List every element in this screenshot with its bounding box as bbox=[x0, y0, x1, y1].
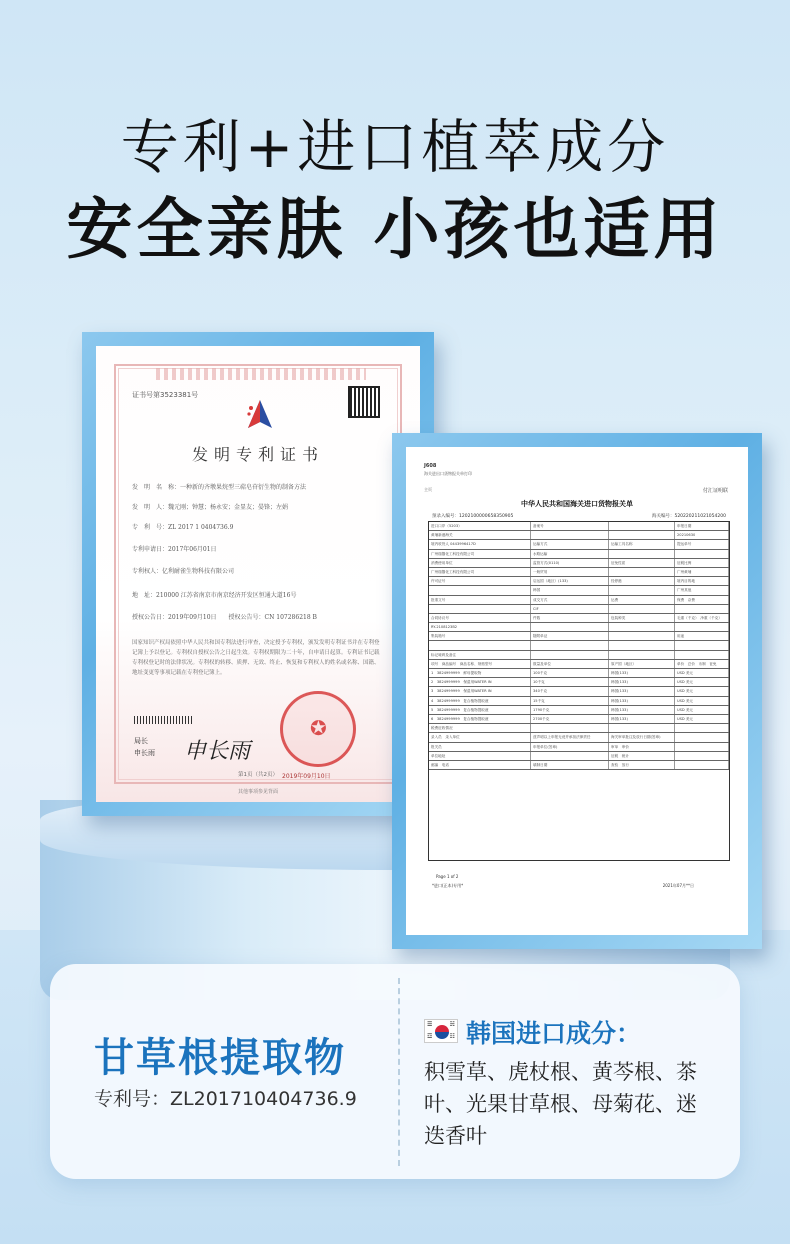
table-cell bbox=[609, 623, 675, 631]
table-cell: 韩国(133) bbox=[609, 697, 675, 705]
table-cell: RY-2108123B2 bbox=[429, 623, 531, 631]
table-cell: 韩国(133) bbox=[609, 687, 675, 695]
table-cell: 15千克 bbox=[531, 697, 609, 705]
table-cell: 录入员 录入单位 bbox=[429, 733, 531, 741]
table-cell bbox=[675, 733, 729, 741]
table-cell bbox=[531, 641, 609, 649]
table-cell: 查验 放行 bbox=[609, 761, 675, 769]
customs-number: 海关编号：520220211021054200 bbox=[651, 514, 726, 519]
certificate-line: 专 利 号：ZL 2017 1 0404736.9 bbox=[132, 524, 234, 531]
table-row bbox=[429, 596, 729, 605]
table-cell: 一般贸易 bbox=[531, 568, 609, 576]
table-row bbox=[429, 715, 729, 724]
table-cell bbox=[675, 550, 729, 558]
seal-date: 2019年09月10日 bbox=[282, 773, 331, 780]
form-footer-left: *进口(正本)专用* bbox=[432, 883, 464, 888]
table-cell bbox=[609, 522, 675, 530]
patent-office-logo-icon bbox=[246, 398, 274, 432]
table-cell: 成交方式 bbox=[531, 596, 609, 604]
table-cell: 单价 总价 币制 征免 bbox=[675, 660, 729, 668]
table-row bbox=[429, 632, 729, 641]
table-cell: 黄埔新港海关 bbox=[429, 531, 531, 539]
table-cell bbox=[675, 743, 729, 751]
form-footer-right: 2021年07月**日 bbox=[662, 883, 694, 888]
form-copy-label: 付汇证明联 bbox=[702, 488, 728, 494]
table-cell: 境内收货人 0443996417D bbox=[429, 540, 531, 548]
table-cell: 备案号 bbox=[531, 522, 609, 530]
table-cell: 100千克 bbox=[531, 669, 609, 677]
table-cell: 消费使用单位 bbox=[429, 559, 531, 567]
table-cell: 保费 杂费 bbox=[675, 596, 729, 604]
table-cell: 填制日期 bbox=[531, 761, 609, 769]
table-cell: 报关员 bbox=[429, 743, 531, 751]
form-page-label: 主页 bbox=[424, 487, 432, 492]
table-cell: 集装箱号 bbox=[429, 632, 531, 640]
table-cell: 毛重（千克） 净重（千克） bbox=[675, 614, 729, 622]
table-cell: 原产国（地区） bbox=[609, 660, 675, 668]
patent-number: 专利号：ZL201710404736.9 bbox=[94, 1088, 357, 1110]
table-cell: 征税比例 bbox=[675, 559, 729, 567]
certificate-page-number: 第1页（共2页） bbox=[238, 772, 278, 778]
table-cell: 运输方式 bbox=[531, 540, 609, 548]
table-cell: 10千克 bbox=[531, 678, 609, 686]
table-cell: 水路运输 bbox=[531, 550, 609, 558]
table-cell bbox=[609, 568, 675, 576]
table-row bbox=[429, 540, 729, 549]
table-cell bbox=[675, 641, 729, 649]
table-cell: 批准文号 bbox=[429, 596, 531, 604]
table-cell: 启运国（地区）(133) bbox=[531, 577, 609, 585]
table-row bbox=[429, 531, 729, 540]
table-cell bbox=[675, 752, 729, 760]
certificate-title: 发明专利证书 bbox=[191, 445, 324, 464]
table-cell bbox=[429, 605, 531, 613]
table-cell bbox=[609, 550, 675, 558]
customs-declaration-form bbox=[406, 447, 748, 935]
table-cell bbox=[531, 623, 609, 631]
table-cell: 2 3824999999 保湿剂WATER IN bbox=[429, 678, 531, 686]
table-row bbox=[429, 568, 729, 577]
table-cell: 韩国(133) bbox=[609, 669, 675, 677]
customs-form-frame bbox=[392, 433, 762, 949]
table-cell bbox=[609, 641, 675, 649]
certificate-body-text: 国家知识产权局依照中华人民共和国专利法进行审查，决定授予专利权，颁发发明专利证书并在专利登记簿上予以登记。专利权自授权公告之日起生效。专利权期限为二十年，自申请日起算。专利证书记载专利权登记时的法律状况。专利权的转移、质押、无效、终止、恢复和专利权人的姓名或名称、国籍、地址变更等事项记载在专利登记簿上。 bbox=[132, 640, 380, 676]
ingredient-name: 甘草根提取物 bbox=[94, 1035, 346, 1081]
table-cell: 审单 审价 bbox=[609, 743, 675, 751]
table-cell: 邮编 电话 bbox=[429, 761, 531, 769]
table-row bbox=[429, 614, 729, 623]
table-row bbox=[429, 724, 729, 733]
table-cell: 申报日期 bbox=[675, 522, 729, 530]
table-row bbox=[429, 733, 729, 742]
table-cell bbox=[675, 724, 729, 732]
certificate-ornament bbox=[156, 368, 366, 380]
table-cell bbox=[675, 605, 729, 613]
table-cell bbox=[675, 761, 729, 769]
director-title: 局长 bbox=[134, 737, 148, 745]
seal-emblem-icon: ✪ bbox=[310, 716, 327, 740]
certificate-number: 证书号第3523381号 bbox=[132, 391, 199, 399]
certificate-footer: 其他事项参见背面 bbox=[237, 789, 278, 795]
table-row bbox=[429, 669, 729, 678]
headline-line-2: 安全亲肤 小孩也适用 bbox=[66, 191, 724, 268]
table-row bbox=[429, 678, 729, 687]
certificate-line: 授权公告日：2019年09月10日 授权公告号：CN 107286218 B bbox=[132, 614, 317, 621]
table-cell: 税费征收情况 bbox=[429, 724, 531, 732]
korea-ingredients-list: 积雪草、虎杖根、黄芩根、茶叶、光果甘草根、母菊花、迷迭香叶 bbox=[424, 1060, 697, 1148]
table-cell: 包装种类 bbox=[609, 614, 675, 622]
director-signature: 申长雨 bbox=[184, 739, 251, 764]
table-row bbox=[429, 752, 729, 761]
table-cell: 运费 bbox=[609, 596, 675, 604]
table-cell: 广州其他 bbox=[675, 586, 729, 594]
patent-certificate bbox=[96, 346, 420, 802]
table-row bbox=[429, 586, 729, 595]
table-cell: 兹声明以上申报无讹并承担法律责任 bbox=[531, 733, 609, 741]
card-divider bbox=[398, 978, 400, 1166]
table-row bbox=[429, 641, 729, 650]
table-row bbox=[429, 623, 729, 632]
table-cell: 1 3824999999 鲜母提取物 bbox=[429, 669, 531, 677]
table-cell: 20210630 bbox=[675, 531, 729, 539]
qr-code-icon bbox=[348, 386, 380, 418]
certificate-line: 发 明 人：魏元刚；钟慧；杨永安；金显友；晏锋；左娟 bbox=[132, 504, 289, 511]
table-row bbox=[429, 559, 729, 568]
table-cell: 3 3824999999 保湿剂WATER IN bbox=[429, 687, 531, 695]
table-cell: 韩国(133) bbox=[609, 706, 675, 714]
table-cell: 韩国(133) bbox=[609, 678, 675, 686]
table-cell: USD 美元 bbox=[675, 697, 729, 705]
table-cell: 进口口岸（5203） bbox=[429, 522, 531, 530]
table-row bbox=[429, 651, 729, 660]
table-cell bbox=[609, 586, 675, 594]
table-row bbox=[429, 660, 729, 669]
table-row bbox=[429, 522, 729, 531]
headline-line-1: 专利+进口植萃成分 bbox=[120, 113, 670, 181]
korea-ingredients-title: 韩国进口成分： bbox=[466, 1019, 642, 1048]
table-row bbox=[429, 577, 729, 586]
table-cell: USD 美元 bbox=[675, 687, 729, 695]
official-seal-icon bbox=[280, 691, 356, 767]
table-cell: 数量及单位 bbox=[531, 660, 609, 668]
certificate-line: 专利申请日：2017年06月01日 bbox=[132, 546, 217, 553]
table-cell: 经停港 bbox=[609, 577, 675, 585]
table-cell bbox=[531, 531, 609, 539]
table-cell bbox=[609, 605, 675, 613]
table-cell: 广州黄埔 bbox=[675, 568, 729, 576]
table-cell: 征免性质 bbox=[609, 559, 675, 567]
table-cell bbox=[531, 724, 609, 732]
table-cell: 1790千克 bbox=[531, 706, 609, 714]
form-subheading: 海关进出口货物报关单打印 bbox=[424, 471, 472, 476]
form-page-count: Page 1 of 2 bbox=[436, 874, 459, 879]
table-cell: 随附单证 bbox=[531, 632, 609, 640]
table-cell: 用途 bbox=[675, 632, 729, 640]
table-cell: USD 美元 bbox=[675, 678, 729, 686]
director-name: 申长雨 bbox=[134, 749, 155, 757]
certificate-line: 专利权人：亿利耐雀生物科技有限公司 bbox=[132, 568, 235, 575]
table-row bbox=[429, 743, 729, 752]
table-cell bbox=[429, 641, 531, 649]
certificate-line: 发 明 名 称：一种新的齐墩果烷型三萜皂苷衍生物的制备方法 bbox=[132, 484, 307, 491]
table-cell bbox=[429, 586, 531, 594]
table-cell: 340千克 bbox=[531, 687, 609, 695]
table-cell: 单位地址 bbox=[429, 752, 531, 760]
table-cell bbox=[531, 752, 609, 760]
flag-taegeuk-icon bbox=[435, 1025, 449, 1039]
table-cell: USD 美元 bbox=[675, 715, 729, 723]
table-cell: 6 3824999999 复合植物提取液 bbox=[429, 715, 531, 723]
table-row bbox=[429, 697, 729, 706]
pre-entry-number: 预录入编号：1202100000658350905 bbox=[432, 514, 514, 519]
table-row bbox=[429, 550, 729, 559]
table-cell: USD 美元 bbox=[675, 669, 729, 677]
certificate-line: 地 址：210000 江苏省南京市南京经济开发区恒通大道16号 bbox=[132, 592, 297, 599]
table-cell: 运输工具名称 bbox=[609, 540, 675, 548]
table-cell: 合同协议号 bbox=[429, 614, 531, 622]
table-cell: 标记唛码及备注 bbox=[429, 651, 531, 659]
table-cell: 境内目的地 bbox=[675, 577, 729, 585]
table-row bbox=[429, 761, 729, 770]
form-title: 中华人民共和国海关进口货物报关单 bbox=[521, 500, 633, 508]
table-cell: 5 3824999999 复合植物提取液 bbox=[429, 706, 531, 714]
table-cell: 广州瑞馨化工科技有限公司 bbox=[429, 550, 531, 558]
table-cell: 提运单号 bbox=[675, 540, 729, 548]
table-cell: 件数 bbox=[531, 614, 609, 622]
table-cell: 申报单位(签章) bbox=[531, 743, 609, 751]
table-cell: 韩国 bbox=[531, 586, 609, 594]
table-cell: 项号 商品编号 商品名称、规格型号 bbox=[429, 660, 531, 668]
table-cell: USD 美元 bbox=[675, 706, 729, 714]
table-cell: 4 3824999999 复合植物提取液 bbox=[429, 697, 531, 705]
korea-flag-icon: ☰ ☵ ☲ ☷ bbox=[424, 1019, 458, 1043]
table-cell: 监管方式(0110) bbox=[531, 559, 609, 567]
table-cell bbox=[675, 623, 729, 631]
table-cell: 征税 统计 bbox=[609, 752, 675, 760]
table-cell: 2700千克 bbox=[531, 715, 609, 723]
table-cell: 韩国(133) bbox=[609, 715, 675, 723]
table-cell: 海关审单批注及放行日期(签章) bbox=[609, 733, 675, 741]
declaration-table bbox=[428, 521, 730, 861]
barcode-icon bbox=[134, 716, 194, 724]
table-cell bbox=[609, 651, 675, 659]
table-cell bbox=[531, 651, 609, 659]
table-row bbox=[429, 706, 729, 715]
table-cell bbox=[609, 531, 675, 539]
table-row bbox=[429, 687, 729, 696]
table-cell bbox=[675, 651, 729, 659]
table-cell: CIF bbox=[531, 605, 609, 613]
table-cell: 广州瑞馨化工科技有限公司 bbox=[429, 568, 531, 576]
table-row bbox=[429, 605, 729, 614]
form-code: J608 bbox=[424, 463, 437, 469]
table-cell: 许可证号 bbox=[429, 577, 531, 585]
table-cell bbox=[609, 724, 675, 732]
table-cell bbox=[609, 632, 675, 640]
